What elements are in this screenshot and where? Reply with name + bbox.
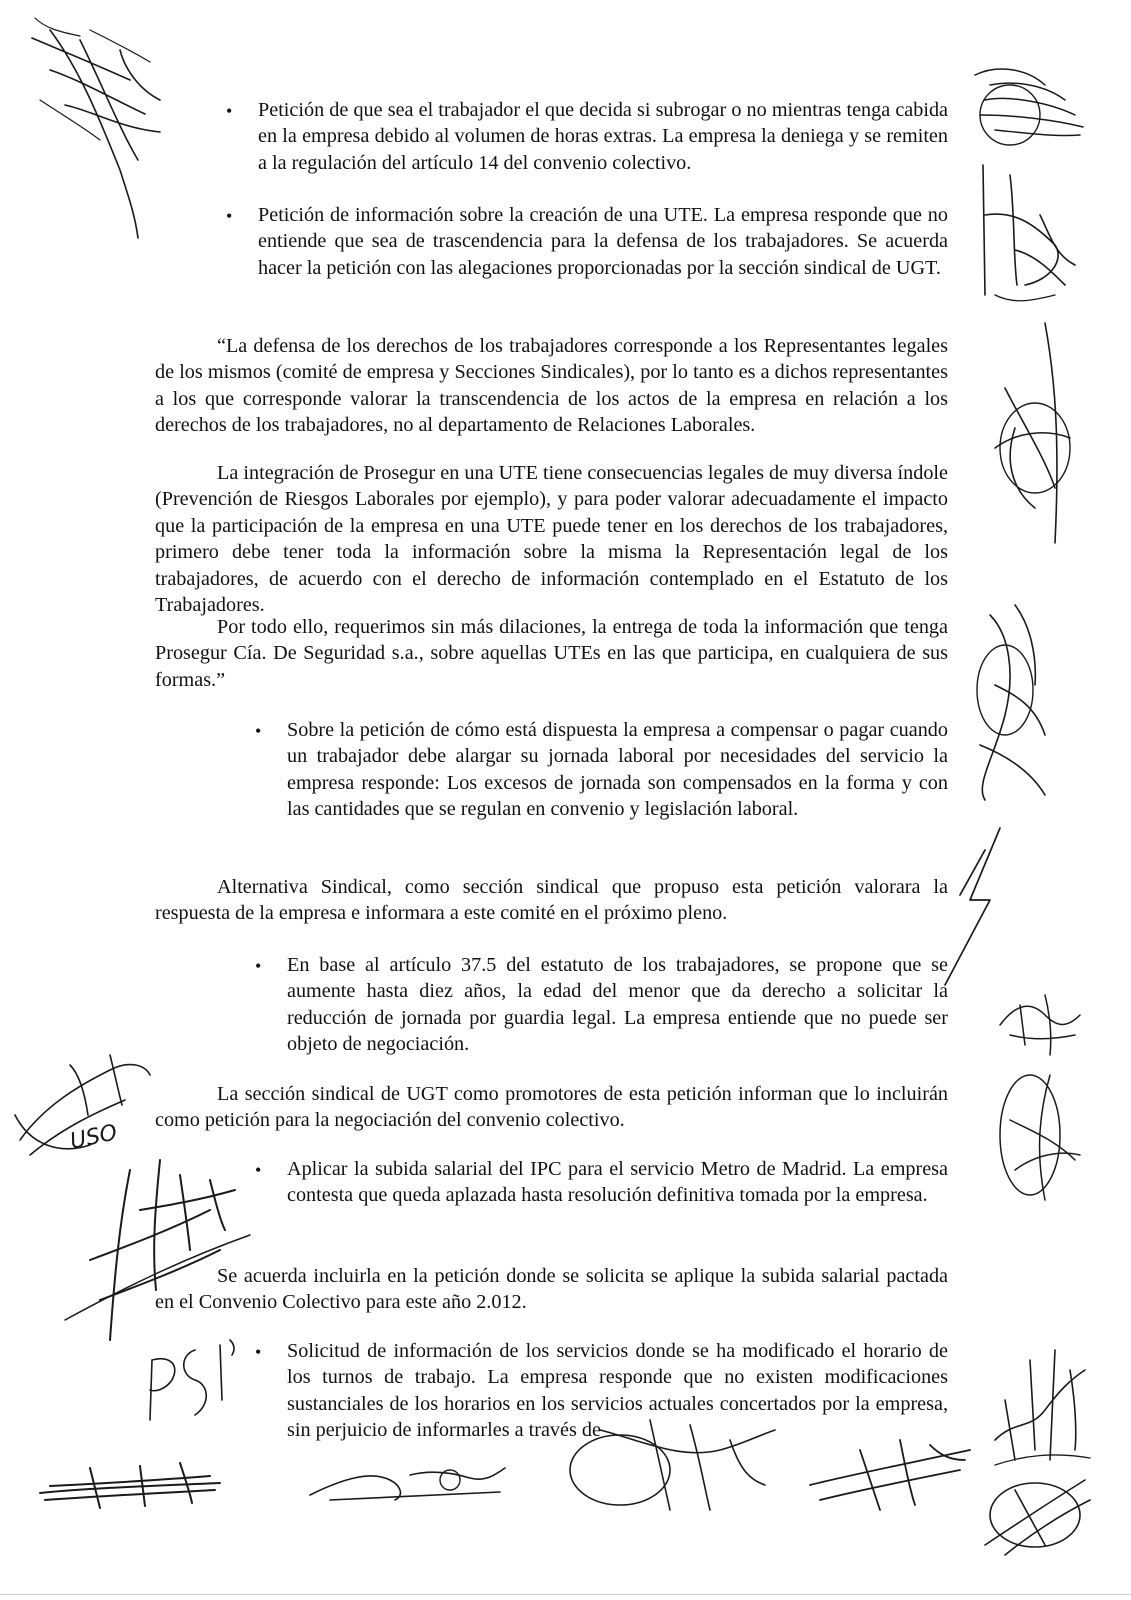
quote-paragraph-1: “La defensa de los derechos de los trabajadores corresponde a los Representantes legales de los mismos (comité de empresa y Secciones Sindicales), por lo tanto es a dichos representantes a los que corresponde valorar la transcendencia de los actos de la empresa en relación a los derechos de los trabajadores, no al departamento de Relaciones Laborales. — [155, 335, 948, 437]
bullet-marker: • — [255, 721, 262, 741]
signature-top-left — [20, 10, 190, 250]
bullet-item-ute-info: Petición de información sobre la creación de una UTE. La empresa responde que no entiende que sea de trascendencia para la defensa de los trabajadores. Se acuerda hacer la petición con las alegaciones proporcionadas por la sección sindical de UGT. — [258, 204, 948, 279]
signature-bottom-1 — [30, 1448, 230, 1528]
bullet-marker: • — [226, 206, 233, 226]
quote-paragraph-3: Por todo ello, requerimos sin más dilaciones, la entrega de toda la información que tenga Prosegur Cía. De Seguridad s.a., sobre aquellas UTEs en las que participa, en cualquiera de sus formas.” — [155, 616, 948, 691]
signature-bottom-4 — [800, 1430, 980, 1520]
uso-label: USO — [67, 1120, 120, 1155]
signature-bottom-5 — [975, 1465, 1095, 1560]
signature-right-2 — [955, 155, 1095, 320]
signature-right-8 — [985, 1340, 1095, 1480]
bullet-item-subrogation: Petición de que sea el trabajador el que decida si subrogar o no mientras tenga cabida en la empresa debido al volumen de horas extras. La empresa la deniega y se remiten a la regulación del artículo 14 del convenio colectivo. — [258, 99, 948, 174]
bullet-marker: • — [255, 1160, 262, 1180]
signature-bottom-3 — [560, 1410, 790, 1520]
page-bottom-rule — [0, 1594, 1131, 1595]
bullet-marker: • — [226, 101, 233, 121]
bullet-item-compensation: Sobre la petición de cómo está dispuesta la empresa a compensar o pagar cuando un trabajador debe alargar su jornada laboral por necesidades del servicio la empresa responde: Los excesos de jornada son compensados en la forma y con las cantidades que se regulan en convenio y legislación laboral. — [287, 719, 948, 821]
signature-right-3 — [975, 318, 1085, 548]
paragraph-alternativa-sindical: Alternativa Sindical, como sección sindical que propuso esta petición valorara la respuesta de la empresa e informara a este comité en el próximo pleno. — [155, 876, 948, 925]
signature-right-4 — [955, 595, 1065, 815]
signature-psi — [110, 1330, 250, 1430]
paragraph-acuerdo-subida: Se acuerda incluirla en la petición donde se solicita se aplique la subida salarial pactada en el Convenio Colectivo para este año 2.012. — [155, 1265, 948, 1314]
signature-right-1 — [955, 55, 1095, 155]
bullet-item-article-37-5: En base al artículo 37.5 del estatuto de los trabajadores, se propone que se aumente hasta diez años, la edad del menor que da derecho a solicitar la reducción de jornada por guardia legal. La empresa entiende que no puede ser objeto de negociación. — [287, 954, 948, 1056]
signature-right-5 — [930, 820, 1030, 990]
paragraph-ugt: La sección sindical de UGT como promotores de esta petición informan que lo incluirán como petición para la negociación del convenio colectivo. — [155, 1083, 948, 1132]
bullet-item-horarios: Solicitud de información de los servicios donde se ha modificado el horario de los turnos de trabajo. La empresa responde que no existen modificaciones sustanciales de los horarios en los servicios actuales concertados por la empresa, sin perjuicio de informarles a través de — [287, 1340, 948, 1442]
signature-bottom-2 — [300, 1440, 520, 1520]
signature-left-middle — [60, 1150, 260, 1350]
quote-paragraph-2: La integración de Prosegur en una UTE tiene consecuencias legales de muy diversa índole (Prevención de Riesgos Laborales por ejemplo), y para poder valorar adecuadamente el impacto que la participación de la empresa en una UTE puede tener en los derechos de los trabajadores, primero debe tener toda la información sobre la misma la Representación legal de los trabajadores, de acuerdo con el derecho de información contemplado en el Estatuto de los Trabajadores. — [155, 462, 948, 617]
bullet-item-ipc-metro: Aplicar la subida salarial del IPC para el servicio Metro de Madrid. La empresa contesta que queda aplazada hasta resolución definitiva tomada por la empresa. — [287, 1158, 948, 1207]
bullet-marker: • — [255, 1342, 262, 1362]
signature-right-6 — [990, 985, 1090, 1065]
bullet-marker: • — [255, 956, 262, 976]
signature-right-7 — [990, 1060, 1090, 1210]
